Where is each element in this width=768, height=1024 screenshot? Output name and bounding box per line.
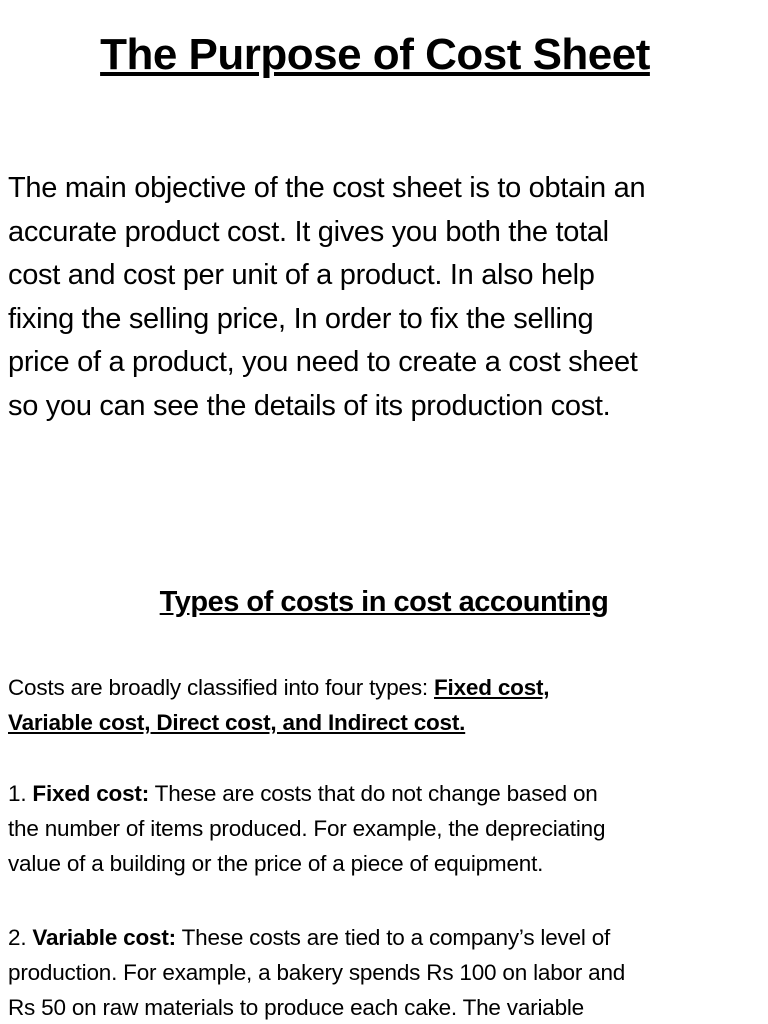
fixed-cost-text: These are costs that do not change based on xyxy=(149,781,598,806)
fixed-cost-label: Fixed cost: xyxy=(32,781,149,806)
fixed-cost-line: value of a building or the price of a piece of equipment. xyxy=(8,851,544,876)
fixed-cost-paragraph xyxy=(8,776,764,881)
variable-cost-line: production. For example, a bakery spends Rs 100 on labor and xyxy=(8,960,626,985)
list-number: 2. xyxy=(8,925,33,950)
variable-cost-paragraph xyxy=(8,920,764,1024)
intro-line: fixing the selling price, In order to fix the selling xyxy=(8,302,594,335)
fixed-cost-line: the number of items produced. For example, the depreciating xyxy=(8,816,606,841)
classification-line xyxy=(8,670,764,705)
intro-line: accurate product cost. It gives you both the total xyxy=(8,215,609,248)
page-title: The Purpose of Cost Sheet xyxy=(100,30,650,79)
variable-cost-line xyxy=(8,920,764,955)
cost-types-list-continued: Variable cost, Direct cost, and Indirect cost. xyxy=(8,710,466,735)
classification-paragraph xyxy=(8,670,764,740)
variable-cost-label: Variable cost: xyxy=(32,925,176,950)
intro-line: The main objective of the cost sheet is to obtain an xyxy=(8,172,646,204)
fixed-cost-line xyxy=(8,776,764,811)
intro-paragraph xyxy=(8,167,764,428)
intro-line: so you can see the details of its production cost. xyxy=(8,389,611,422)
variable-cost-text: These costs are tied to a company’s level of xyxy=(175,925,611,950)
intro-line: cost and cost per unit of a product. In also help xyxy=(8,259,595,291)
section-heading: Types of costs in cost accounting xyxy=(159,586,609,618)
intro-line: price of a product, you need to create a cost sheet xyxy=(8,346,638,378)
list-number: 1. xyxy=(8,781,33,806)
classification-lead: Costs are broadly classified into four types: xyxy=(8,675,435,700)
cost-types-list: Fixed cost, xyxy=(434,675,550,700)
variable-cost-line: Rs 50 on raw materials to produce each cake. The variable xyxy=(8,995,584,1020)
